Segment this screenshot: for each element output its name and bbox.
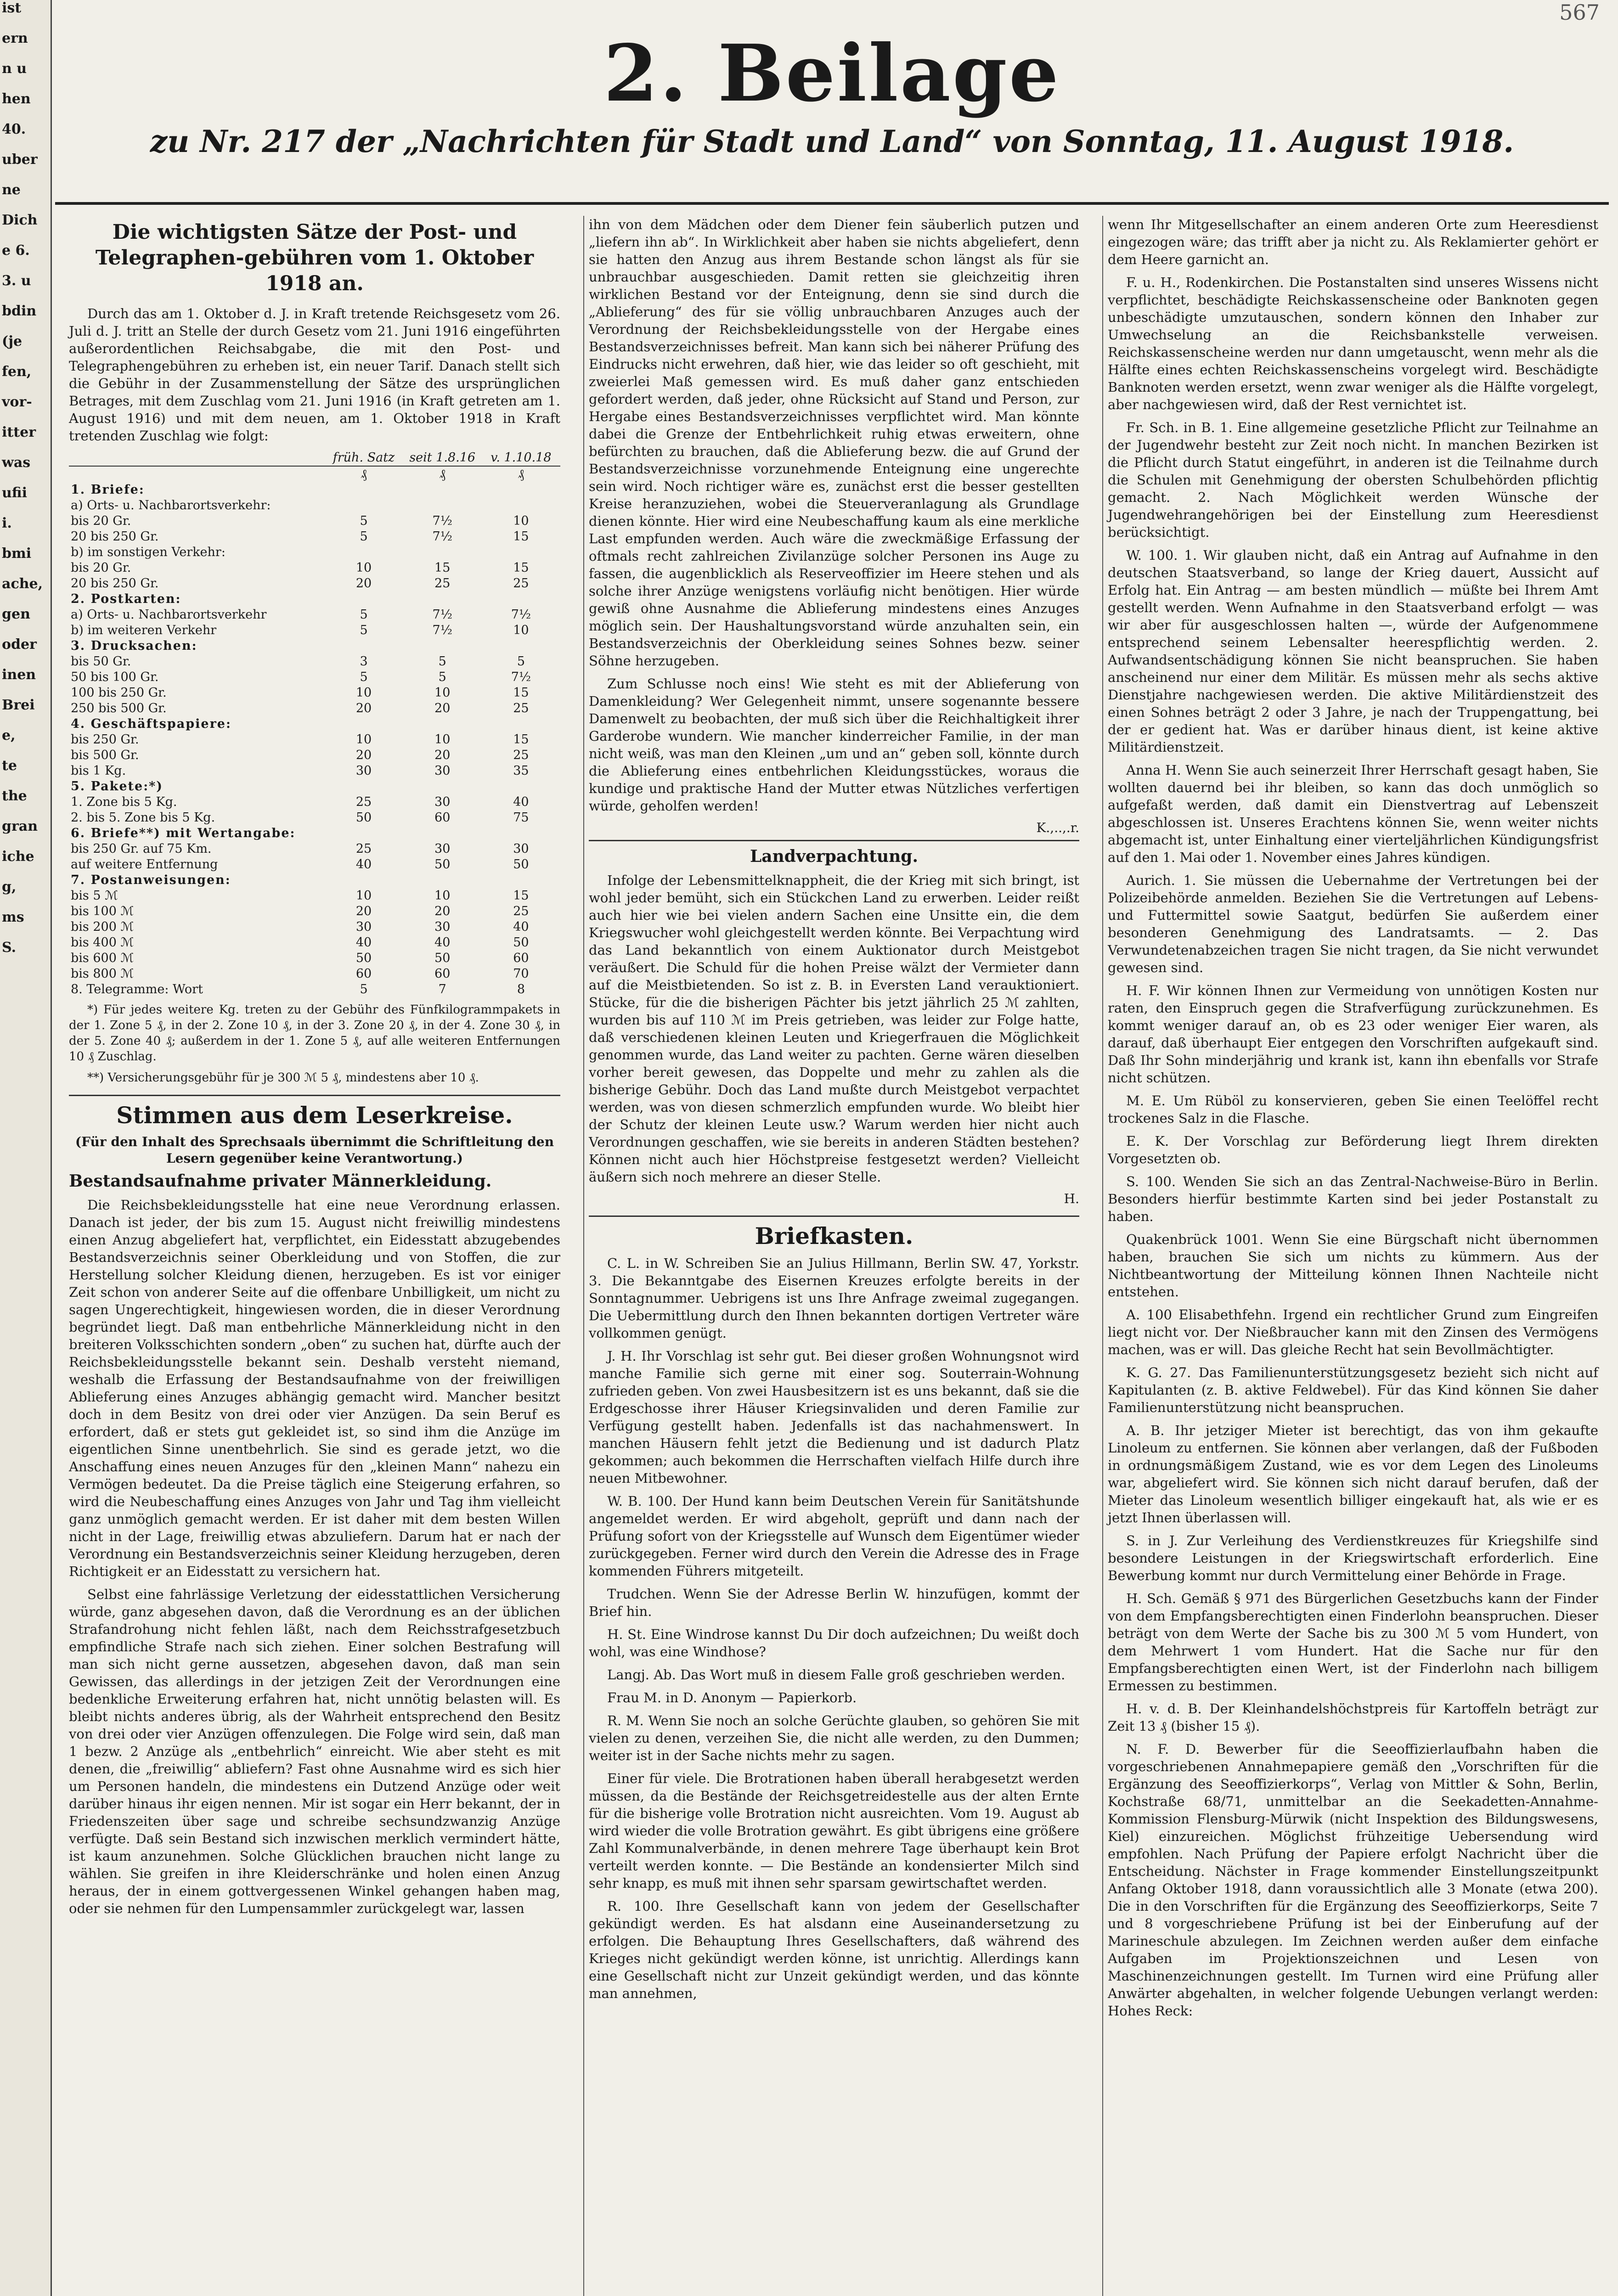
article-columns: [64, 216, 1603, 2296]
rates-value: 5: [360, 608, 368, 622]
strip-fragment: ne: [2, 182, 21, 198]
rates-value: [324, 591, 403, 607]
rates-value: 60: [434, 810, 451, 825]
rates-label: bis 600 ℳ: [71, 951, 134, 965]
rates-value: 30: [513, 842, 529, 856]
rates-value: 25: [513, 701, 529, 715]
column-2: [583, 216, 1084, 2296]
rates-value: 7½: [432, 608, 452, 622]
letterbox-entry: W. B. 100. Der Hund kann beim Deutschen Verein für Sanitätshunde angemeldet werden. Er wird abgeholt, geprüft und dann nach der Prüfung sofort von der Kriegsstelle auf Wunsch dem Eigentümer wieder zurückgegeben. Ferner wird durch den Verein die Adresse des in Frage kommenden Führers mitgeteilt.: [589, 1493, 1079, 1579]
letterbox-entry: Einer für viele. Die Brotrationen haben überall herabgesetzt werden müssen, da die Bestände der Reichsgetreidestelle aus der alten Ernte für die bisherige volle Brotration nicht ausreichten. Vom 19. August ab wird wieder die volle Brotration gewährt. Es gibt übrigens eine größere Zahl Kommunalverbände, in denen mehrere Tage überhaupt kein Brot verteilt werden konnte. — Die Bestände an kondensierter Milch sind sehr knapp, es muß mit ihnen sehr sparsam gewirtschaftet werden.: [589, 1771, 1079, 1891]
rates-label: bis 100 ℳ: [71, 904, 134, 918]
rates-value: 30: [434, 842, 451, 856]
rates-unit: ₰: [439, 467, 445, 481]
letterbox-entry: Aurich. 1. Sie müssen die Uebernahme der Vertretungen bei der Polizeibehörde anmelden. Beziehen Sie die Vertretungen auf Lebens- und Futtermittel sowie Saatgut, bedürfen Sie außerdem einer besonderen Genehmigung des Landratsamts. — 2. Das Verwundetenabzeichen tragen Sie nicht tragen, da Sie nicht verwundet gewesen sind.: [1108, 872, 1598, 975]
rates-label: bis 5 ℳ: [71, 889, 118, 903]
rates-group-row: [69, 872, 560, 888]
rates-row: [69, 701, 560, 716]
rates-value: 10: [513, 623, 529, 637]
rates-value: 30: [355, 764, 372, 778]
rates-value: 50: [355, 951, 372, 965]
rates-row: [69, 560, 560, 576]
letterbox-entry: Fr. Sch. in B. 1. Eine allgemeine gesetzliche Pflicht zur Teilnahme an der Jugendwehr besteht zur Zeit noch nicht. In manchen Bezirken ist die Pflicht durch Statut eingeführt, in anderen ist die Teilnahme durch die Schulen mit Genehmigung der obersten Schulbehörden pflichtig gemacht. 2. Nach Möglichkeit werden Wünsche der Jugendwehrangehörigen bei der Einstellung zum Heeresdienst berücksichtigt.: [1108, 420, 1598, 540]
clothing-paragraph: Selbst eine fahrlässige Verletzung der eidesstattlichen Versicherung würde, ganz abgesehen davon, daß die Verordnung es an der üblichen Strafandrohung nicht fehlen läßt, nach dem Reichsstrafgesetzbuch empfindliche Strafe nach sich ziehen. Einer solchen Bestrafung will man sich nicht gerne aussetzen, abgesehen davon, daß man sein Gewissen, das allerdings in der jetzigen Zeit der Verordnungen eine bedenkliche Erweiterung erfahren hat, nicht unnötig belasten will. Es bleibt nichts anderes übrig, als der Wahrheit entsprechend den Besitz von drei oder vier Anzügen offenzulegen. Die Folge wird sein, daß man 1 bezw. 2 Anzüge als „entbehrlich“ einreicht. Wie aber steht es mit denen, die „freiwillig“ abliefern? Fast ohne Ausnahme wird es sich hier um Personen handeln, die mindestens ein Dutzend Anzüge oder weit darüber hinaus ihr eigen nennen. Mir ist sogar ein Herr bekannt, der in Friedenszeiten über sage und schreibe sechsundzwanzig Anzüge verfügte. Daß sein Bestand sich inzwischen merklich vermindert hätte, ist kaum anzunehmen. Solche Glücklichen brauchen nicht lange zu wählen. Sie greifen in ihre Kleiderschränke und holen einen Anzug heraus, der in einem gottvergessenen Winkel gehangen haben mag, oder sie nehmen für den Lumpensammler zurückgelegt war, lassen: [69, 1587, 560, 1916]
rates-value: 8: [517, 982, 525, 996]
rates-group-row: [69, 482, 560, 498]
rates-value: 10: [355, 686, 372, 700]
rates-row: [69, 794, 560, 810]
rates-value: 10: [513, 514, 529, 528]
rates-value: [482, 591, 560, 607]
strip-fragment: e,: [2, 727, 16, 743]
rates-row: [69, 529, 560, 545]
rates-value: 40: [355, 857, 372, 872]
rates-value: 7½: [511, 608, 531, 622]
letterbox-entry: Quakenbrück 1001. Wenn Sie eine Bürgschaft nicht übernommen haben, brauchen Sie sich um nichts zu kümmern. Aus der Nichtbeantwortung der Mitteilung können Ihnen Nachteile nicht entstehen.: [1108, 1232, 1598, 1300]
rates-value: [403, 482, 482, 498]
rates-value: [403, 498, 482, 513]
rates-value: 20: [355, 748, 372, 762]
rates-unit-row: [69, 466, 560, 482]
strip-fragment: n u: [2, 61, 27, 77]
clothing-signature: K.,..,.r.: [1036, 820, 1079, 835]
strip-fragment: g,: [2, 879, 17, 895]
rates-row: [69, 857, 560, 872]
rates-value: 15: [513, 561, 529, 575]
letterbox-title: Briefkasten.: [589, 1216, 1079, 1250]
rates-value: [403, 545, 482, 560]
rates-value: 60: [355, 967, 372, 981]
strip-fragment: was: [2, 455, 31, 471]
rates-value: 15: [513, 529, 529, 544]
rates-label: 2. bis 5. Zone bis 5 Kg.: [71, 810, 215, 825]
letterbox-entry: J. H. Ihr Vorschlag ist sehr gut. Bei dieser großen Wohnungsnot wird manche Familie sich gerne mit einer sog. Souterrain-Wohnung zufrieden geben. Von zwei Hausbesitzern ist es uns bekannt, daß sie die Erdgeschosse ihrer Häuser Kriegsinvaliden und deren Familie zur Verfügung gestellt haben. Jedenfalls ist das nachahmenswert. In manchen Häusern fehlt jetzt die Bedienung und ist dadurch Platz gekommen; auch bekommen die Herrschaften vielfach Hilfe durch ihre neuen Mitbewohner.: [589, 1348, 1079, 1486]
clothing-paragraph: Die Reichsbekleidungsstelle hat eine neue Verordnung erlassen. Danach ist jeder, der bis zum 15. August nicht freiwillig mindestens einen Anzug abgeliefert hat, verpflichtet, ein Eidesstatt abzugebendes Bestandsverzeichnis seiner Oberkleidung und von Stoffen, die zur Herstellung solcher Kleidung dienen, herzugeben. Es ist vor einiger Zeit schon von anderer Seite auf die offenbare Unbilligkeit, um nicht zu sagen Ungerechtigkeit, hingewiesen worden, die in dieser Verordnung begründet liegt. Daß man entbehrliche Männerkleidung nicht in den breiteren Volksschichten sondern „oben“ zu suchen hat, dürfte auch der Reichsbekleidungsstelle bekannt sein. Deshalb versteht niemand, weshalb die Erfassung der Bestandsaufnahme von der freiwilligen Ablieferung eines Anzuges abhängig gemacht wird. Mancher besitzt doch in dem Besitz von drei oder vier Anzügen. Da sein Beruf es erfordert, daß er stets gut gekleidet ist, so sind ihm die Anzüge im eigentlichen Sinne unentbehrlich. Sie sind es gerade jetzt, wo die Anschaffung eines neuen Anzuges für den „kleinen Mann“ nahezu ein Vermögen bedeutet. Da die Preise täglich eine Steigerung erfahren, so wird die Neubeschaffung eines Anzuges von Jahr und Tag ihm vielleicht ganz unmöglich gemacht werden. Er ist daher mit dem besten Willen nicht in der Lage, freiwillig etwas abzuliefern. Darum hat er nach der Verordnung ein Bestandsverzeichnis seiner Kleidung herzugeben, deren Richtigkeit er an Eidesstatt zu versichern hat.: [69, 1197, 560, 1579]
rates-row: [69, 763, 560, 779]
rates-row: [69, 982, 560, 997]
rates-unit: ₰: [361, 467, 367, 481]
rates-label: bis 250 Gr. auf 75 Km.: [71, 842, 212, 856]
rates-value: [403, 872, 482, 888]
rates-header-col: seit 1.8.16: [403, 450, 482, 466]
letterbox-entry: S. 100. Wenden Sie sich an das Zentral-Nachweise-Büro in Berlin. Besonders hierfür bestimmte Karten sind bei jeder Postanstalt zu haben.: [1108, 1174, 1598, 1224]
rates-value: 25: [513, 748, 529, 762]
strip-fragment: 40.: [2, 121, 26, 137]
rates-value: 25: [355, 795, 372, 809]
rates-unit: [69, 466, 324, 482]
clothing-article-title: Bestandsaufnahme privater Männerkleidung.: [69, 1171, 492, 1191]
strip-fragment: (je: [2, 333, 23, 349]
rates-label: 20 bis 250 Gr.: [71, 529, 159, 544]
letterbox-entries: [589, 1255, 1079, 2002]
rates-row: [69, 685, 560, 701]
rates-value: 5: [360, 623, 368, 637]
letterbox-entry: S. in J. Zur Verleihung des Verdienstkreuzes für Kriegshilfe sind besondere Leistungen in der Kriegswirtschaft erforderlich. Eine Bewerbung kommt nur durch Vermittelung einer Behörde in Frage.: [1108, 1533, 1598, 1583]
rates-label: b) im sonstigen Verkehr:: [71, 545, 226, 559]
strip-fragment: gen: [2, 606, 30, 622]
rates-label: bis 400 ℳ: [71, 935, 134, 950]
reader-voices-title: Stimmen aus dem Leserkreise.: [69, 1095, 560, 1129]
rates-value: 30: [434, 764, 451, 778]
rates-value: 20: [434, 904, 451, 918]
strip-fragment: ms: [2, 909, 24, 925]
rates-value: 40: [434, 935, 451, 950]
rates-label: 8. Telegramme: Wort: [71, 982, 203, 996]
rates-label: 20 bis 250 Gr.: [71, 576, 159, 591]
rates-label: 3. Drucksachen:: [71, 639, 197, 653]
rates-group-row: [69, 591, 560, 607]
rates-row: [69, 576, 560, 591]
rates-value: 5: [438, 654, 446, 669]
rates-value: [482, 779, 560, 794]
rates-value: [324, 545, 403, 560]
rates-note-insurance: **) Versicherungsgebühr für je 300 ℳ 5 ₰, mindestens aber 10 ₰.: [87, 1071, 479, 1085]
strip-fragment: itter: [2, 424, 36, 440]
clothing-paragraph: ihn von dem Mädchen oder dem Diener fein säuberlich putzen und „liefern ihn ab“. In Wirklichkeit aber haben sie nichts abgeliefert, denn sie hatten den Anzug aus ihrem Bestande schon längst als für sie unbrauchbar ausgeschieden. Damit retten sie gleichzeitig ihren wirklichen Bestand vor der Enteignung, denn sie sind durch die „Ablieferung“ des für sie völlig unbrauchbaren Anzuges auch der Verordnung der Reichsbekleidungsstelle von der Hergabe eines Bestandsverzeichnisses befreit. Man kann sich bei näherer Prüfung des Eindrucks nicht erwehren, daß hier, wie das leider so oft geschieht, mit zweierlei Maß gemessen wird. Es muß daher ganz entschieden gefordert werden, daß jeder, ohne Rücksicht auf Stand und Person, zur Hergabe eines Bestandsverzeichnisses verpflichtet wird. Man könnte dabei die Grenze der Entbehrlichkeit ruhig etwas erweitern, ohne befürchten zu brauchen, daß die Ablieferung bezw. die auf Grund der Bestandsverzeichnisse vorzunehmende Enteignung eine ungerechte sein wird. Noch richtiger wäre es, zunächst erst die besser gestellten Kreise heranzuziehen, wobei die Steuerveranlagung als Grundlage dienen könnte. Hier wird eine Neubeschaffung kaum als eine merkliche Last empfunden werden. Auch wäre die zweckmäßige Erfassung der oftmals recht zahlreichen Zivilanzüge solcher Personen ins Auge zu fassen, die augenblicklich als Reserveoffizier im Heere stehen und als solche ihrer Anzüge wenigstens vorläufig nicht benötigen. Hier würde gewiß ohne Ausnahme die Ablieferung mindestens eines Anzuges möglich sein. Der Haushaltungsvorstand würde anzuhalten sein, ein Bestandsverzeichnis der Oberkleidung seines Sohnes bezw. seiner Söhne herzugeben.: [589, 217, 1079, 669]
rates-row: [69, 670, 560, 685]
rates-value: 40: [355, 935, 372, 950]
strip-fragment: Dich: [2, 212, 38, 228]
letterbox-entry: W. 100. 1. Wir glauben nicht, daß ein Antrag auf Aufnahme in den deutschen Staatsverband, so lange der Krieg dauert, Aussicht auf Erfolg hat. Ein Antrag — am besten mündlich — müßte bei Ihrem Amt gestellt werden. Wenn Aufnahme in den Staatsverband erfolgt — was wir aber für ausgeschlossen halten —, würde der Aufgenommene entsprechend seinem Lebensalter heerespflichtig werden. 2. Aufwandsentschädigung können Sie nicht beanspruchen. Sie haben anscheinend nur einer dem Militär. Es müssen mehr als sechs aktive Dienstjahre nachgewiesen werden. Die aktive Militärdienstzeit des einen Sohnes beträgt 2 oder 3 Jahre, je nach der Truppengattung, bei der er gedient hat. Was er darüber hinaus dient, ist keine aktive Militärdienstzeit.: [1108, 547, 1598, 755]
rates-value: 7: [438, 982, 446, 996]
rates-value: 10: [434, 732, 451, 747]
rates-label: 5. Pakete:*): [71, 779, 163, 793]
rates-label: b) im weiteren Verkehr: [71, 623, 217, 637]
rates-value: [403, 826, 482, 841]
masthead-subtitle: zu Nr. 217 der „Nachrichten für Stadt und Land“ von Sonntag, 11. August 1918.: [150, 124, 1514, 159]
rates-value: [324, 716, 403, 732]
rates-row: [69, 966, 560, 982]
strip-fragment: S.: [2, 940, 17, 956]
letterbox-entry: Anna H. Wenn Sie auch seinerzeit Ihrer Herrschaft gesagt haben, Sie wollten dauernd bei ihr bleiben, so kann das doch unmöglich so aufgefaßt werden, daß damit ein Dienstvertrag auf Lebenszeit abgeschlossen ist. Unseres Erachtens können Sie, wenn weiter nichts abgemacht ist, unter Einhaltung einer vierteljährlichen Kündigungsfrist auf den 1. Mai oder 1. November eines Jahres kündigen.: [1108, 762, 1598, 865]
rates-row: [69, 748, 560, 763]
letterbox-entry: Frau M. in D. Anonym — Papierkorb.: [607, 1690, 857, 1705]
letterbox-entry: H. Sch. Gemäß § 971 des Bürgerlichen Gesetzbuchs kann der Finder von dem Empfangsberechtigten einen Finderlohn beanspruchen. Dieser beträgt von dem Werte der Sache bis zu 300 ℳ 5 vom Hundert, von dem Mehrwert 1 vom Hundert. Hat die Sache nur für den Empfangsberechtigten einen Wert, ist der Finderlohn nach billigem Ermessen zu bestimmen.: [1108, 1591, 1598, 1694]
clothing-paragraph: Zum Schlusse noch eins! Wie steht es mit der Ablieferung von Damenkleidung? Wer Gelegenheit nimmt, unsere sogenannte bessere Damenwelt zu beobachten, der muß sich über die Reichhaltigkeit ihrer Garderobe wundern. Wie mancher kinderreicher Familie, in der man nicht weiß, was man den Kleinen „um und an“ geben soll, könnte durch die Ablieferung eines entbehrlichen Kleidungsstückes, woraus die kundige und praktische Hand der Mutter etwas Nützliches verfertigen würde, geholfen werden!: [589, 676, 1079, 814]
rates-value: 50: [513, 857, 529, 872]
rates-value: 35: [513, 764, 529, 778]
rates-value: 20: [434, 701, 451, 715]
rates-value: 30: [434, 795, 451, 809]
postal-rates-headline: Die wichtigsten Sätze der Post- und Telegraphen-gebühren vom 1. Oktober 1918 an.: [95, 220, 534, 295]
masthead-rule: [55, 202, 1609, 205]
strip-fragment: i.: [2, 515, 12, 531]
letterbox-entry: N. F. D. Bewerber für die Seeoffizierlaufbahn haben die vorgeschriebenen Annahmepapiere gemäß den „Vorschriften für die Ergänzung des Seeoffizierkorps“, Verlag von Mittler & Sohn, Berlin, Kochstraße 68/71, unmittelbar an die Seekadetten-Annahme-Kommission Flensburg-Mürwik (nicht Inspektion des Bildungswesens, Kiel) einzureichen. Möglichst frühzeitige Uebersendung wird empfohlen. Nach Prüfung der Papiere erfolgt Nachricht über die Entscheidung. Nächster in Frage kommender Einstellungszeitpunkt Anfang Oktober 1918, dann voraussichtlich alle 3 Monate (etwa 200). Die in den Vorschriften für die Ergänzung des Seeoffizierkorps, Seite 7 und 8 vorgeschriebene Prüfung ist bei der Einberufung auf der Marineschule abzulegen. Im Zeichnen werden außer dem einfache Aufgaben im Projektionszeichnen und Lesen von Maschinenzeichnungen gestellt. Im Turnen wird eine Prüfung aller Anwärter abgehalten, in welcher folgende Uebungen verlangt werden: Hohes Reck:: [1108, 1741, 1598, 2019]
rates-value: 5: [360, 670, 368, 684]
rates-value: 15: [513, 686, 529, 700]
rates-value: [403, 591, 482, 607]
rates-value: 20: [355, 576, 372, 591]
rates-label: 2. Postkarten:: [71, 592, 181, 606]
strip-fragment: ufii: [2, 485, 28, 501]
strip-fragment: te: [2, 758, 17, 774]
letterbox-entry: H. F. Wir können Ihnen zur Vermeidung von unnötigen Kosten nur raten, den Einspruch gegen die Strafverfügung zurückzunehmen. Es kommt weniger darauf an, ob es 23 oder weniger Eier waren, als darauf, daß überhaupt Eier entgegen den Vorschriften aufgekauft sind. Daß Ihr Sohn minderjährig und krank ist, kann ihn ebenfalls vor Strafe nicht schützen.: [1108, 983, 1598, 1086]
rates-value: 20: [434, 748, 451, 762]
land-lease-paragraph: Infolge der Lebensmittelknappheit, die der Krieg mit sich bringt, ist wohl jeder bemüht, sich ein Stückchen Land zu erwerben. Leider reißt auch hier wie bei vielen andern Sachen eine Unsitte ein, die dem Kriegswucher wohl gleichgestellt werden könnte. Bei Verpachtung wird das Land bekanntlich von einem Auktionator durch Meistgebot veräußert. Die Schuld für die hohen Preise wälzt der Vermieter dann auf die Meistbietenden. So ist z. B. in Eversten Land verauktioniert. Stücke, für die die bisherigen Pächter bis jetzt jährlich 25 ℳ zahlten, wurden bis auf 110 ℳ im Preis getrieben, was leider zur Folge hatte, daß verschiedenen kleinen Leuten und Kriegerfrauen die Möglichkeit genommen wurde, das Land weiter zu pachten. Gerne wären dieselben vorher bereit gewesen, das Doppelte und mehr zu zahlen als die bisherige Gebühr. Doch das Land mußte durch Meistgebot verpachtet werden, was von diesen schmerzlich empfunden wurde. Wo bleibt hier der Schutz der kleinen Leute usw.? Warum werden hier nicht auch Verordnungen geschaffen, wie sie bereits in anderen Städten bestehen? Können nicht auch hier Höchstpreise festgesetzt werden? Vielleicht äußern sich noch mehrere an dieser Stelle.: [589, 872, 1079, 1185]
masthead: [55, 28, 1609, 197]
rates-value: [324, 482, 403, 498]
rates-value: 7½: [432, 529, 452, 544]
strip-fragment: iche: [2, 849, 34, 865]
rates-note-parcels: *) Für jedes weitere Kg. treten zu der Gebühr des Fünfkilogrammpakets in der 1. Zone 5 ₰, in der 2. Zone 10 ₰, in der 3. Zone 20 ₰, in der 4. Zone 30 ₰, in der 5. Zone 40 ₰; außerdem in der 1. Zone 5 ₰, auf alle weiteren Entfernungen 10 ₰ Zuschlag.: [69, 1003, 560, 1064]
rates-value: [324, 779, 403, 794]
strip-fragment: oder: [2, 636, 37, 653]
rates-value: 40: [513, 920, 529, 934]
rates-row: [69, 919, 560, 935]
rates-header-col: früh. Satz: [324, 450, 403, 466]
rates-row: [69, 607, 560, 623]
rates-row: [69, 841, 560, 857]
rates-label: bis 800 ℳ: [71, 967, 134, 981]
strip-fragment: bmi: [2, 546, 32, 562]
rates-group-row: [69, 638, 560, 654]
rates-label: bis 500 Gr.: [71, 748, 139, 762]
strip-fragment: ist: [2, 0, 22, 16]
rates-value: 15: [513, 732, 529, 747]
rates-value: 10: [434, 686, 451, 700]
rates-value: 7½: [432, 514, 452, 528]
rates-value: [324, 498, 403, 513]
rates-row: [69, 498, 560, 513]
column-1: [64, 216, 565, 2296]
rates-row: [69, 810, 560, 826]
land-lease-title: Landverpachtung.: [589, 840, 1079, 867]
masthead-title: 2. Beilage: [603, 28, 1060, 119]
strip-fragment: 3. u: [2, 273, 31, 289]
rates-value: 40: [513, 795, 529, 809]
rates-notes: [69, 1002, 560, 1086]
rates-value: 5: [360, 529, 368, 544]
rates-value: 15: [434, 561, 451, 575]
rates-value: 50: [355, 810, 372, 825]
rates-value: 5: [438, 670, 446, 684]
strip-fragment: e 6.: [2, 242, 30, 259]
letterbox-entry: E. K. Der Vorschlag zur Beförderung liegt Ihrem direkten Vorgesetzten ob.: [1108, 1133, 1598, 1166]
strip-fragment: bdin: [2, 303, 37, 319]
rates-value: [482, 482, 560, 498]
rates-header-row: [69, 450, 560, 466]
rates-row: [69, 513, 560, 529]
rates-value: [482, 545, 560, 560]
strip-fragment: the: [2, 788, 27, 804]
rates-header-label: [69, 450, 324, 466]
rates-group-row: [69, 716, 560, 732]
letterbox-entry: A. B. Ihr jetziger Mieter ist berechtigt, das von ihm gekaufte Linoleum zu entfernen. Sie können aber verlangen, daß der Fußboden in ordnungsmäßigem Zustand, wie es vor dem Legen des Linoleums war, abgeliefert wird. Sie können sich nicht darauf berufen, daß der Mieter das Linoleum wesentlich billiger eingekauft hat, als wie er es jetzt Ihnen überlassen will.: [1108, 1423, 1598, 1525]
letterbox-entry: K. G. 27. Das Familienunterstützungsgesetz bezieht sich nicht auf Kapitulanten (z. B. aktive Feldwebel). Für das Kind können Sie daher Familienunterstützung nicht beanspruchen.: [1108, 1365, 1598, 1415]
rates-value: [482, 872, 560, 888]
rates-label: 50 bis 100 Gr.: [71, 670, 159, 684]
letterbox-entry: Langj. Ab. Das Wort muß in diesem Falle groß geschrieben werden.: [607, 1667, 1066, 1683]
rates-value: 5: [360, 982, 368, 996]
rates-row: [69, 888, 560, 904]
rates-value: [403, 716, 482, 732]
rates-value: 3: [360, 654, 368, 669]
rates-value: [482, 826, 560, 841]
rates-value: 10: [434, 889, 451, 903]
rates-value: [403, 638, 482, 654]
rates-value: [403, 779, 482, 794]
rates-label: 6. Briefe**) mit Wertangabe:: [71, 826, 296, 840]
postal-rates-intro: Durch das am 1. Oktober d. J. in Kraft tretende Reichsgesetz vom 26. Juli d. J. tritt an Stelle der durch Gesetz vom 21. Juni 1916 eingeführten außerordentlichen Reichsabgabe, die mit den Post- und Telegraphengebühren zu erheben ist, ein neuer Tarif. Danach stellt sich die Gebühr in der Zusammenstellung der Sätze des ursprünglichen Betrages, mit dem Zuschlag vom 21. Juni 1916 (in Kraft getreten am 1. August 1916) und mit dem neuen, am 1. Oktober 1918 in Kraft tretenden Zuschlag wie folgt:: [69, 306, 560, 444]
rates-value: 7½: [432, 623, 452, 637]
rates-value: 20: [355, 701, 372, 715]
rates-row: [69, 732, 560, 748]
rates-label: a) Orts- u. Nachbarortsverkehr: [71, 608, 267, 622]
rates-value: 5: [360, 514, 368, 528]
land-lease-signature: H.: [1064, 1191, 1079, 1206]
letterbox-entry: H. v. d. B. Der Kleinhandelshöchstpreis für Kartoffeln beträgt zur Zeit 13 ₰ (bisher 15 ₰).: [1108, 1701, 1598, 1734]
strip-fragment: ern: [2, 30, 28, 46]
rates-value: 30: [434, 920, 451, 934]
rates-value: 25: [355, 842, 372, 856]
rates-label: 100 bis 250 Gr.: [71, 686, 167, 700]
rates-value: [324, 826, 403, 841]
rates-label: bis 20 Gr.: [71, 561, 131, 575]
letterbox-entry: H. St. Eine Windrose kannst Du Dir doch aufzeichnen; Du weißt doch wohl, was eine Windhose?: [589, 1626, 1079, 1660]
letterbox-entry: R. 100. Ihre Gesellschaft kann von jedem der Gesellschafter gekündigt werden. Es hat alsdann eine Auseinandersetzung zu erfolgen. Die Behauptung Ihres Gesellschafters, daß während des Krieges nicht gekündigt werden könne, ist unrichtig. Allerdings kann eine Gesellschaft nicht zur Unzeit gekündigt werden, und das könnte man annehmen,: [589, 1898, 1079, 2001]
rates-row: [69, 654, 560, 670]
rates-value: [324, 872, 403, 888]
rates-group-row: [69, 826, 560, 841]
letterbox-entry: F. u. H., Rodenkirchen. Die Postanstalten sind unseres Wissens nicht verpflichtet, beschädigte Reichskassenscheine oder Banknoten gegen unbeschädigte umzutauschen, sondern können den Inhaber zur Umwechselung an die Reichsbankstelle verweisen. Reichskassenscheine werden nur dann umgetauscht, wenn mehr als die Hälfte eines echten Reichskassenscheins vorgelegt wird. Beschädigte Banknoten werden ersetzt, wenn zwar weniger als die Hälfte vorgelegt, aber nachgewiesen wird, daß der Rest vernichtet ist.: [1108, 275, 1598, 412]
strip-fragment: inen: [2, 667, 36, 683]
rates-value: 25: [434, 576, 451, 591]
rates-value: 50: [434, 857, 451, 872]
strip-fragment: gran: [2, 818, 38, 834]
rates-label: auf weitere Entfernung: [71, 857, 218, 872]
rates-label: bis 50 Gr.: [71, 654, 131, 669]
letterbox-entry: Trudchen. Wenn Sie der Adresse Berlin W. hinzufügen, kommt der Brief hin.: [589, 1586, 1079, 1619]
letterbox-entry: wenn Ihr Mitgesellschafter an einem anderen Orte zum Heeresdienst eingezogen wäre; das trifft aber ja nicht zu. Als Reklamierter gehört er dem Heere garnicht an.: [1108, 217, 1598, 267]
strip-fragment: uber: [2, 152, 38, 168]
rates-label: bis 1 Kg.: [71, 764, 126, 778]
rates-header-col: v. 1.10.18: [482, 450, 560, 466]
letterbox-entries-continued: [1108, 216, 1598, 2020]
letterbox-entry: R. M. Wenn Sie noch an solche Gerüchte glauben, so gehören Sie mit vielen zu denen, verzeihen Sie, die nicht alle werden, zu den Dummen; weiter ist in der Sache nichts mehr zu sagen.: [589, 1713, 1079, 1763]
column-3: [1102, 216, 1603, 2296]
rates-value: 50: [434, 951, 451, 965]
rates-row: [69, 951, 560, 966]
letterbox-entry: M. E. Um Rüböl zu konservieren, geben Sie einen Teelöffel recht trockenes Salz in die Flasche.: [1108, 1093, 1598, 1126]
rates-label: 1. Briefe:: [71, 483, 145, 497]
rates-row: [69, 545, 560, 560]
rates-label: bis 200 ℳ: [71, 920, 134, 934]
rates-value: 15: [513, 889, 529, 903]
rates-value: 50: [513, 935, 529, 950]
strip-fragment: fen,: [2, 364, 32, 380]
page-number: 567: [1559, 0, 1600, 25]
rates-value: 30: [355, 920, 372, 934]
rates-value: [482, 638, 560, 654]
rates-label: bis 250 Gr.: [71, 732, 139, 747]
rates-row: [69, 623, 560, 638]
strip-fragment: ache,: [2, 576, 43, 592]
rates-value: 7½: [511, 670, 531, 684]
rates-value: [482, 716, 560, 732]
rates-value: 20: [355, 904, 372, 918]
rates-value: 10: [355, 732, 372, 747]
letterbox-entry: A. 100 Elisabethfehn. Irgend ein rechtlicher Grund zum Eingreifen liegt nicht vor. Der Nießbraucher kann mit den Zinsen des Vermögens machen, was er will. Das gleiche Recht hat sein Bevollmächtigter.: [1108, 1307, 1598, 1357]
rates-row: [69, 904, 560, 919]
rates-label: 7. Postanweisungen:: [71, 873, 231, 887]
rates-value: [482, 498, 560, 513]
strip-fragment: Brei: [2, 697, 35, 713]
rates-group-row: [69, 779, 560, 794]
rates-label: 1. Zone bis 5 Kg.: [71, 795, 177, 809]
strip-fragment: hen: [2, 91, 31, 107]
rates-value: 10: [355, 561, 372, 575]
rates-label: a) Orts- u. Nachbarortsverkehr:: [71, 498, 271, 512]
rates-row: [69, 935, 560, 951]
rates-value: 60: [434, 967, 451, 981]
strip-fragment: vor-: [2, 394, 32, 410]
rates-label: bis 20 Gr.: [71, 514, 131, 528]
rates-unit: ₰: [518, 467, 524, 481]
rates-value: [324, 638, 403, 654]
rates-value: 60: [513, 951, 529, 965]
adjacent-page-strip: [0, 0, 52, 2296]
postal-rates-table: [69, 450, 560, 997]
rates-value: 25: [513, 904, 529, 918]
rates-value: 75: [513, 810, 529, 825]
rates-value: 10: [355, 889, 372, 903]
rates-value: 5: [517, 654, 525, 669]
rates-value: 70: [513, 967, 529, 981]
reader-voices-disclaimer: (Für den Inhalt des Sprechsaals übernimmt die Schriftleitung den Lesern gegenüber keine Verantwortung.): [75, 1134, 554, 1166]
rates-value: 25: [513, 576, 529, 591]
letterbox-entry: C. L. in W. Schreiben Sie an Julius Hillmann, Berlin SW. 47, Yorkstr. 3. Die Bekanntgabe des Eisernen Kreuzes erfolgte bereits in der Sonntagnummer. Uebrigens ist uns Ihre Anfrage zweimal zugegangen. Die Uebermittlung durch den Ihnen bekannten dortigen Vertreter wäre vollkommen genügt.: [589, 1255, 1079, 1341]
rates-label: 4. Geschäftspapiere:: [71, 717, 231, 731]
rates-label: 250 bis 500 Gr.: [71, 701, 167, 715]
